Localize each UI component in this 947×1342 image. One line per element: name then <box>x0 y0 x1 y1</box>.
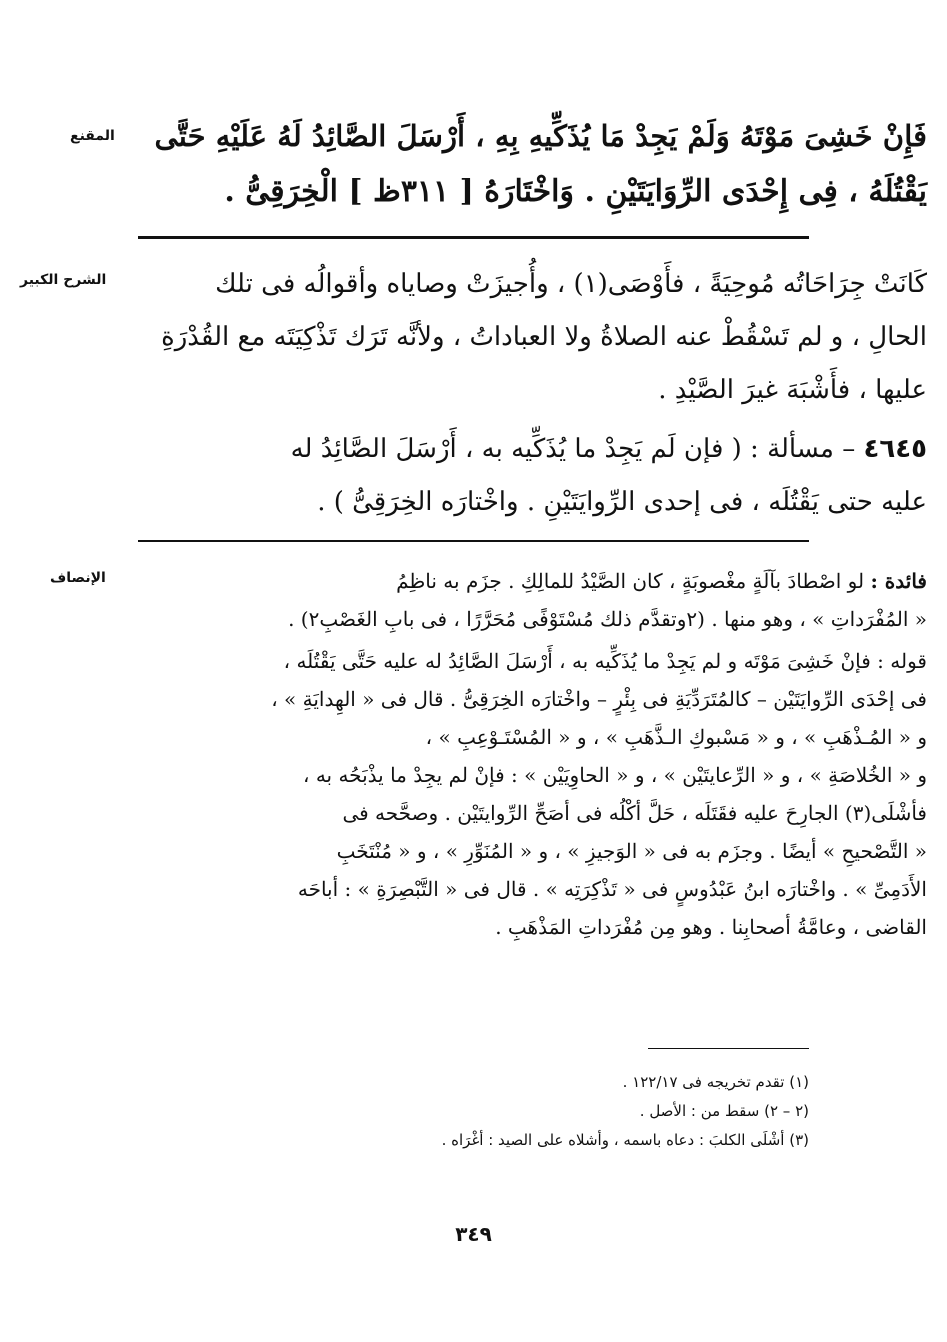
footnote-divider <box>648 1048 809 1049</box>
insaf-line: « التَّصْحيحِ » أيضًا . وجزَم به فى « الوَجيزِ » ، و « المُنَوِّرِ » ، و « مُنْتَخَبِ <box>336 839 927 863</box>
muqni-section <box>20 108 927 228</box>
insaf-line-text: لو اصْطادَ بآلَةٍ مغْصوبَةٍ ، كان الصَّيْدُ للمالِكِ . جزَم به ناظِمُ <box>396 569 865 593</box>
masala-line: عليه حتى يَقْتُلَه ، فى إحدى الرِّوايَتَيْنِ . واخْتارَه الخِرَقِىُّ ) . <box>317 487 927 517</box>
muqni-line: يَقْتُلَهُ ، فِى إِحْدَى الرِّوَايَتَيْنِ . وَاخْتَارَهُ [ ٣١١ظ ] الْخِرَقِىُّ . <box>224 174 927 209</box>
insaf-label: الإنصاف <box>50 570 106 586</box>
masala-number: ٤٦٤٥ <box>863 434 927 464</box>
insaf-section <box>20 562 927 1022</box>
masala-text: – مسألة : ( فإن لَم يَجِدْ ما يُذَكِّيه به ، أَرْسَلَ الصَّائِدُ له <box>290 434 856 464</box>
muqni-text <box>138 108 927 220</box>
footnote: (١) تقدم تخريجه فى ١٢٢/١٧ . <box>622 1073 809 1091</box>
insaf-line: القاضى ، وعامَّةُ أصحابِنا . وهو مِن مُفْرَداتِ المَذْهَبِ . <box>495 915 927 939</box>
muqni-label: المقنع <box>70 128 115 144</box>
insaf-line <box>138 562 927 600</box>
insaf-line: و « الخُلاصَةِ » ، و « الرِّعايتَيْن » ، و « الحاوِيَيْن » : فإنْ لم يجِدْ ما يذْبَحُه به ، <box>303 763 927 787</box>
footnotes <box>180 1068 809 1155</box>
sharh-line: كَانَتْ جِرَاحَاتُه مُوحِيَةً ، فأَوْصَى(١) ، وأُجيزَتْ وصاياه وأقوالُه فى تلك <box>215 269 927 299</box>
footnote: (٣) أشْلَى الكلبَ : دعاه باسمه ، وأشلاه على الصيد : أغْرَاه . <box>441 1131 809 1149</box>
insaf-line: الأَدَمِىِّ » . واخْتارَه ابنُ عَبْدُوسٍ فى « تَذْكِرَتِه » . قال فى « التَّبْصِرَةِ » : أباحَه <box>297 877 927 901</box>
sharh-line: عليها ، فأَشْبَهَ غيرَ الصَّيْدِ . <box>658 375 927 405</box>
sharh-text <box>138 258 927 529</box>
insaf-line: و « المُـذْهَبِ » ، و « مَسْبوكِ الـذَّهَبِ » ، و « المُسْتَـوْعِبِ » ، <box>425 725 927 749</box>
sharh-line: الحالِ ، و لم تَسْقُطْ عنه الصلاةُ ولا العباداتُ ، ولأنَّه تَرَك تَذْكِيَتَه مع القُدْرَةِ <box>161 322 927 352</box>
insaf-line: قوله : فإنْ خَشِىَ مَوْتَه و لم يَجِدْ ما يُذَكِّيه به ، أَرْسَلَ الصَّائِدُ له عليه حَتَّى يَقْتُلَه ، <box>283 649 927 673</box>
insaf-line: فأشْلَى(٣) الجارِحَ عليه فقَتَلَه ، حَلَّ أكْلُه فى أصَحِّ الرِّوايتَيْن . وصحَّحه فى <box>342 801 927 825</box>
sharh-section <box>20 258 927 528</box>
page-number: ٣٤٩ <box>455 1222 492 1246</box>
section-divider <box>138 236 809 239</box>
insaf-line: فى إحْدَى الرِّوايَتَيْن – كالمُتَرَدِّيَةِ فى بِئْرٍ – واخْتارَه الخِرَقِىُّ . قال فى « الهِدايَةِ » ، <box>271 687 927 711</box>
muqni-line: فَإِنْ خَشِىَ مَوْتَهُ وَلَمْ يَجِدْ مَا يُذَكِّيهِ بِهِ ، أَرْسَلَ الصَّائِدُ لَهُ عَلَيْهِ حَتَّى <box>154 119 927 153</box>
faida-word: فائدة : <box>870 569 927 593</box>
section-divider <box>138 540 809 542</box>
insaf-text <box>138 562 927 946</box>
sharh-label: الشرح الكبير <box>20 272 107 288</box>
masala-line <box>138 423 927 476</box>
insaf-line: « المُفْرَداتِ » ، وهو منها . (٢وتقدَّم ذلك مُسْتَوْفًى مُحَرَّرًا ، فى بابِ الغَصْبِ٢) . <box>288 607 927 631</box>
footnote: (٢ – ٢) سقط من : الأصل . <box>639 1102 809 1120</box>
